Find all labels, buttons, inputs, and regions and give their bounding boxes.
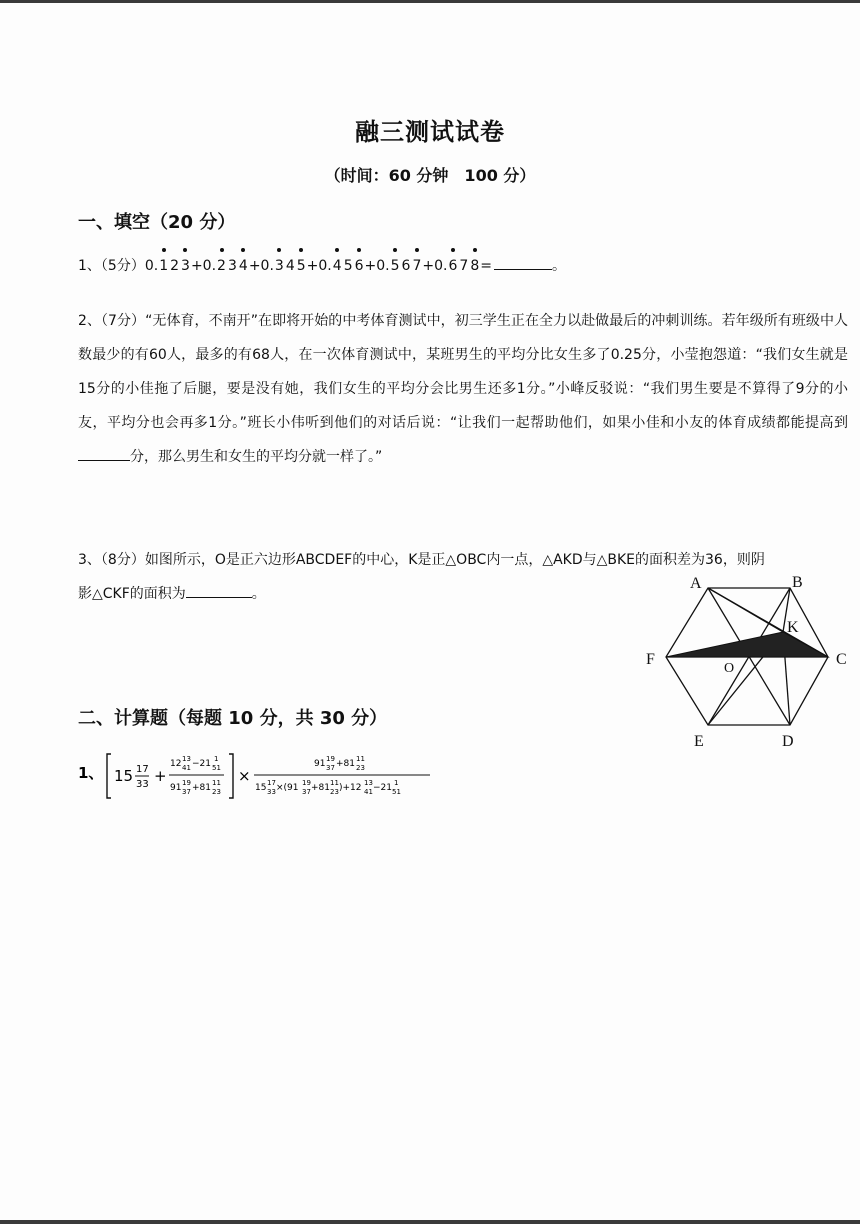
label-A: A [690, 575, 702, 592]
q1-term [307, 258, 365, 274]
outer-den-19: 19 [302, 779, 311, 787]
section1-heading: 一、填空（20 分） [78, 212, 236, 233]
q1-digit: 5 [343, 258, 353, 274]
outer-den-1: 1 [394, 779, 399, 787]
q1-term [249, 258, 307, 274]
page-title: 融三测试试卷 [355, 118, 505, 146]
q1-term-int: +0. [364, 258, 390, 274]
outer-den-33: 33 [267, 788, 276, 796]
q1-label: 1、（5分） [78, 258, 145, 274]
q1-recurring-digit: 3 [181, 258, 190, 274]
q1-answer-blank[interactable] [494, 255, 552, 270]
outer-den-15: 15 [255, 783, 267, 793]
q1-term-int: +0. [306, 258, 332, 274]
q1-recurring-digit: 7 [412, 258, 422, 274]
page-bottom-border [0, 1220, 860, 1224]
q3-line1: 3、（8分）如图所示，O是正六边形ABCDEF的中心，K是正△OBC内一点，△AKD与△BKE的面积差为36，则阴 [78, 552, 765, 568]
inner-den-bd: 23 [212, 788, 221, 796]
outer-numerator [314, 755, 365, 772]
q1-fill-blank [78, 255, 566, 275]
section2-heading: 二、计算题（每题 10 分，共 30 分） [78, 708, 388, 729]
inner-den-plus: +81 [192, 783, 211, 793]
outer-num-an: 19 [326, 755, 335, 763]
q2-text-after: 分，那么男生和女生的平均分就一样了。” [130, 449, 383, 465]
outer-den-11: 11 [330, 779, 339, 787]
q1-digit: 3 [227, 258, 237, 274]
q2-fill-blank [78, 304, 848, 474]
outer-num-bd: 23 [356, 764, 365, 772]
q1-term [191, 258, 249, 274]
outer-num-plus: +81 [336, 759, 355, 769]
inner-den-bn: 11 [212, 779, 221, 787]
q1-term-int: +0. [248, 258, 274, 274]
calc1-times: × [238, 767, 251, 785]
calc1-plus: + [154, 767, 167, 785]
outer-num-ad: 37 [326, 764, 335, 772]
q1-recurring-digit: 4 [238, 258, 248, 274]
q3-answer-blank[interactable] [186, 583, 252, 598]
outer-den-13: 13 [364, 779, 373, 787]
inner-num-minus: −21 [192, 759, 211, 769]
label-C: C [836, 651, 847, 668]
outer-den-17: 17 [267, 779, 276, 787]
label-E: E [694, 733, 704, 750]
inner-num-bn: 1 [214, 755, 219, 763]
q1-term-int: 0. [144, 258, 159, 274]
left-bracket [107, 754, 111, 798]
label-D: D [782, 733, 794, 750]
outer-den-81: +81 [311, 783, 330, 793]
inner-num-an: 13 [182, 755, 191, 763]
inner-den-a: 91 [170, 783, 182, 793]
calc1-frac1-den: 33 [136, 779, 149, 790]
outer-den-23: 23 [330, 788, 339, 796]
q3-text-after: 。 [251, 586, 266, 602]
q1-term [422, 258, 480, 274]
outer-den-21: −21 [373, 783, 392, 793]
inner-num-a: 12 [170, 759, 182, 769]
hexagon-figure [640, 570, 860, 750]
q1-recurring-digit: 2 [217, 258, 226, 274]
outer-den-51: 51 [392, 788, 401, 796]
q3-text-before: 影△CKF的面积为 [78, 586, 186, 602]
calc1-whole-15: 15 [114, 767, 134, 785]
q1-recurring-digit: 6 [448, 258, 458, 274]
q1-expression [145, 258, 480, 274]
q1-equals: = [480, 258, 492, 274]
outer-den-41: 41 [364, 788, 373, 796]
q1-recurring-digit: 5 [390, 258, 400, 274]
q1-term-int: +0. [422, 258, 448, 274]
inner-numerator [170, 755, 221, 772]
outer-den-times: ×(91 [276, 783, 299, 793]
q1-term [365, 258, 423, 274]
calc-problem-1 [78, 748, 458, 808]
inner-denominator [170, 779, 221, 796]
page-top-border [0, 0, 860, 3]
inner-den-an: 19 [182, 779, 191, 787]
q1-recurring-digit: 5 [296, 258, 306, 274]
outer-num-a: 91 [314, 759, 326, 769]
q1-digit: 4 [285, 258, 295, 274]
outer-num-bn: 11 [356, 755, 365, 763]
q2-answer-blank[interactable] [78, 446, 130, 461]
label-K: K [787, 619, 799, 636]
label-O: O [724, 661, 735, 676]
page-subtitle: （时间：60 分钟 100 分） [324, 166, 536, 185]
q2-text-before: 2、（7分）“无体育，不南开”在即将开始的中考体育测试中，初三学生正在全力以赴做最后的冲刺训练。若年级所有班级中人数最少的有60人，最多的有68人，在一次体育测试中，某班男生的平均分比女生多了0.25分，小莹抱怨道：“我们女生就是15分的小佳拖了后腿，要是没有她，我们女生的平均分会比男生还多1分。”小峰反驳说：“我们男生要是不算得了9分的小友，平均分也会再多1分。”班长小伟听到他们的对话后说：“让我们一起帮助他们，如果小佳和小友的体育成绩都能提高到 [78, 313, 848, 431]
q1-term-int: +0. [190, 258, 217, 274]
calc1-frac1-num: 17 [136, 764, 149, 775]
q1-digit: 6 [401, 258, 411, 274]
outer-den-12: )+12 [339, 783, 362, 793]
label-F: F [646, 651, 655, 668]
q1-recurring-digit: 6 [354, 258, 364, 274]
outer-denominator [255, 779, 401, 796]
q1-recurring-digit: 8 [470, 258, 480, 274]
q1-recurring-digit: 4 [332, 258, 342, 274]
q1-recurring-digit: 1 [159, 258, 169, 274]
right-bracket [229, 754, 233, 798]
q1-term [145, 258, 191, 274]
outer-den-37: 37 [302, 788, 311, 796]
shaded-triangle-CKF [666, 632, 828, 657]
q1-recurring-digit: 3 [274, 258, 284, 274]
inner-num-bd: 51 [212, 764, 221, 772]
q1-digit: 2 [170, 258, 180, 274]
inner-num-ad: 41 [182, 764, 191, 772]
label-B: B [792, 574, 803, 591]
q1-digit: 7 [459, 258, 469, 274]
q1-end: 。 [551, 258, 566, 274]
calc1-label: 1、 [78, 764, 104, 782]
inner-den-ad: 37 [182, 788, 191, 796]
